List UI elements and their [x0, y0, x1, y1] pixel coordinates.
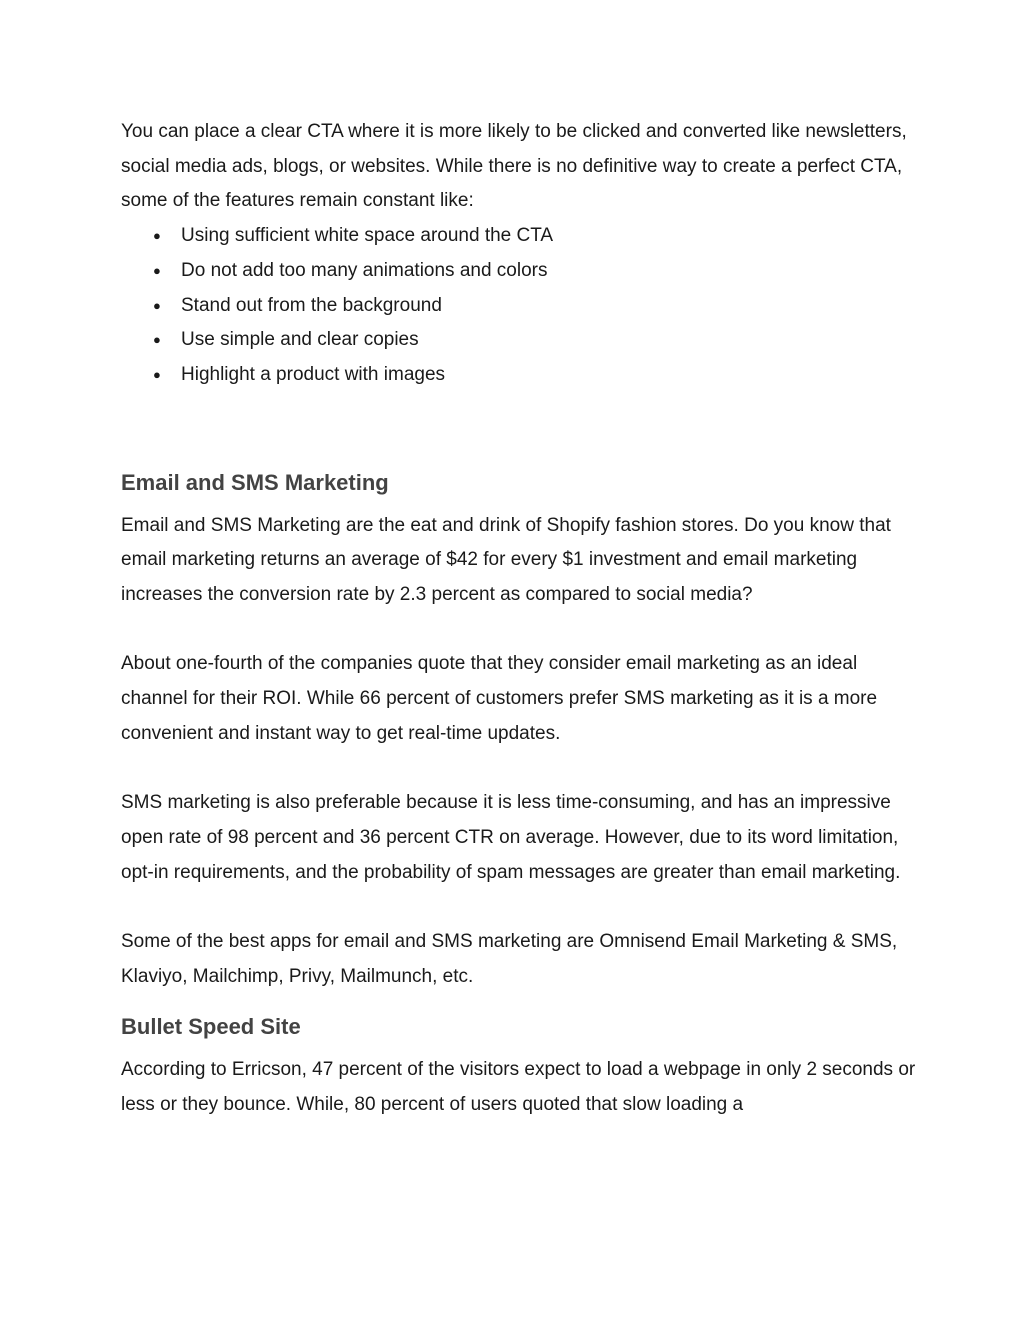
bullet-speed-heading: Bullet Speed Site	[121, 1014, 301, 1040]
list-item	[121, 254, 921, 289]
list-item-text: Do not add too many animations and colors	[181, 259, 548, 281]
document-page	[121, 115, 921, 1123]
bullet-icon: ●	[153, 262, 161, 278]
list-item-text: Use simple and clear copies	[181, 329, 419, 351]
bullet-icon: ●	[153, 332, 161, 348]
email-sms-paragraph-1: Email and SMS Marketing are the eat and drink of Shopify fashion stores. Do you know that email marketing returns an average of $42 for every $1 investment and email marketing increases the conversion rate by 2.3 percent as compared to social media?	[121, 514, 891, 606]
bullet-icon: ●	[153, 297, 161, 313]
email-sms-heading: Email and SMS Marketing	[121, 469, 389, 495]
list-item-text: Stand out from the background	[181, 294, 442, 316]
email-sms-paragraph-3: SMS marketing is also preferable because it is less time-consuming, and has an impressive open rate of 98 percent and 36 percent CTR on average. However, due to its word limitation, opt-in requirements, and the probability of spam messages are greater than email marketing.	[121, 792, 901, 883]
list-item	[121, 323, 921, 358]
bullet-icon: ●	[153, 366, 161, 382]
email-sms-paragraph-2: About one-fourth of the companies quote that they consider email marketing as an ideal channel for their ROI. While 66 percent of customers prefer SMS marketing as it is a more convenient and instant way to get real-time updates.	[121, 653, 878, 744]
list-item	[121, 289, 921, 324]
cta-features-list	[121, 219, 921, 393]
list-item-text: Highlight a product with images	[181, 363, 446, 385]
email-sms-paragraph-4: Some of the best apps for email and SMS marketing are Omnisend Email Marketing & SMS, Klaviyo, Mailchimp, Privy, Mailmunch, etc.	[121, 931, 898, 987]
list-item-text: Using sufficient white space around the CTA	[181, 225, 554, 247]
bullet-icon: ●	[153, 228, 161, 244]
list-item	[121, 358, 921, 393]
intro-paragraph: You can place a clear CTA where it is more likely to be clicked and converted like newsletters, social media ads, blogs, or websites. While there is no definitive way to create a perfect CTA, some of the features remain constant like:	[121, 121, 907, 212]
bullet-speed-paragraph: According to Erricson, 47 percent of the visitors expect to load a webpage in only 2 seconds or less or they bounce. While, 80 percent of users quoted that slow loading a	[121, 1059, 916, 1116]
list-item	[121, 219, 921, 254]
